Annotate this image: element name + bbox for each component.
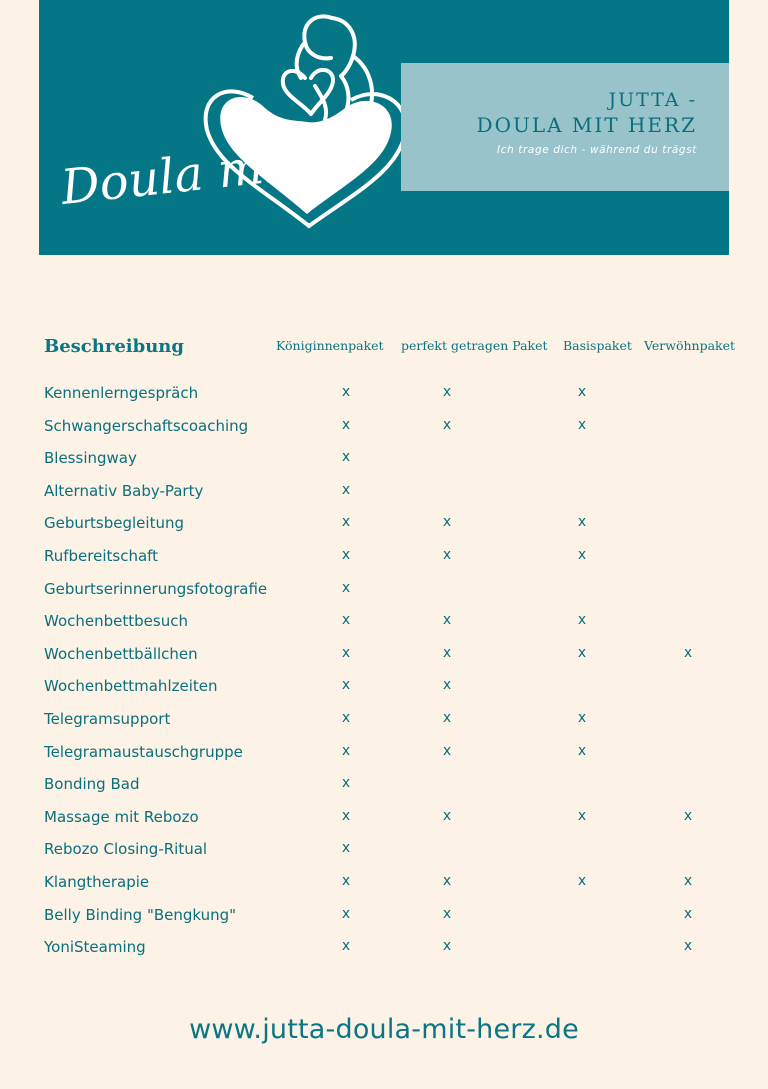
- included-mark: x: [341, 905, 351, 922]
- table-row: [0, 482, 768, 508]
- included-mark: x: [683, 905, 693, 922]
- included-mark: x: [442, 384, 452, 400]
- included-mark: x: [341, 579, 351, 596]
- row-label: Wochenbettbesuch: [44, 612, 188, 631]
- included-mark: x: [577, 612, 587, 629]
- row-label: Geburtserinnerungsfotografie: [44, 579, 268, 598]
- row-label: Rebozo Closing-Ritual: [44, 840, 208, 859]
- row-label: Telegramaustauschgruppe: [44, 742, 243, 761]
- included-mark: x: [442, 710, 452, 726]
- table-row: [0, 906, 768, 932]
- included-mark: x: [341, 644, 351, 661]
- logo-text: Doula mit: [58, 135, 301, 216]
- included-mark: x: [442, 938, 452, 955]
- column-header-description: Beschreibung: [44, 336, 184, 357]
- included-mark: x: [442, 514, 452, 531]
- included-mark: x: [577, 710, 587, 726]
- title-box: [401, 63, 729, 191]
- included-mark: x: [683, 938, 693, 955]
- included-mark: x: [442, 416, 452, 433]
- included-mark: x: [442, 742, 452, 759]
- column-header-koeniginnenpaket: Königinnenpaket: [276, 338, 384, 353]
- row-label: Wochenbettmahlzeiten: [44, 677, 218, 696]
- included-mark: x: [442, 905, 452, 922]
- included-mark: x: [577, 644, 587, 661]
- table-row: [0, 840, 768, 866]
- included-mark: x: [341, 775, 351, 792]
- included-mark: x: [442, 547, 452, 563]
- included-mark: x: [341, 612, 351, 629]
- row-label: Rufbereitschaft: [44, 547, 159, 565]
- row-label: YoniSteaming: [44, 938, 146, 957]
- table-row: [0, 612, 768, 638]
- included-mark: x: [683, 807, 693, 824]
- table-row: [0, 580, 768, 606]
- table-row: [0, 677, 768, 703]
- included-mark: x: [683, 873, 693, 889]
- included-mark: x: [442, 612, 452, 629]
- included-mark: x: [442, 677, 452, 694]
- row-label: Schwangerschaftscoaching: [44, 416, 249, 435]
- included-mark: x: [683, 644, 693, 661]
- row-label: Bonding Bad: [44, 775, 140, 794]
- column-header-verwoehnpaket: Verwöhnpaket: [644, 338, 736, 353]
- table-row: [0, 710, 768, 736]
- included-mark: x: [577, 514, 587, 531]
- included-mark: x: [577, 547, 587, 563]
- title-name: JUTTA -: [608, 89, 697, 111]
- included-mark: x: [442, 873, 452, 889]
- included-mark: x: [577, 807, 587, 824]
- table-row: [0, 743, 768, 769]
- included-mark: x: [341, 416, 351, 433]
- table-row: [0, 514, 768, 540]
- row-label: Belly Binding "Bengkung": [44, 905, 237, 924]
- included-mark: x: [341, 384, 351, 400]
- included-mark: x: [341, 514, 351, 531]
- included-mark: x: [577, 416, 587, 433]
- table-row: [0, 808, 768, 834]
- included-mark: x: [442, 807, 452, 824]
- header-banner: [39, 0, 729, 255]
- included-mark: x: [577, 873, 587, 889]
- row-label: Klangtherapie: [44, 873, 150, 891]
- row-label: Wochenbettbällchen: [44, 644, 198, 663]
- included-mark: x: [577, 742, 587, 759]
- included-mark: x: [341, 840, 351, 857]
- included-mark: x: [341, 807, 351, 824]
- table-row: [0, 775, 768, 801]
- row-label: Telegramsupport: [44, 710, 171, 728]
- included-mark: x: [341, 742, 351, 759]
- row-label: Kennenlerngespräch: [44, 384, 199, 402]
- table-row: [0, 384, 768, 410]
- table-row: [0, 938, 768, 964]
- included-mark: x: [341, 873, 351, 889]
- included-mark: x: [341, 481, 351, 498]
- included-mark: x: [341, 547, 351, 563]
- included-mark: x: [442, 644, 452, 661]
- website-url[interactable]: www.jutta-doula-mit-herz.de: [189, 1014, 579, 1045]
- included-mark: x: [341, 677, 351, 694]
- row-label: Geburtsbegleitung: [44, 514, 184, 533]
- included-mark: x: [577, 384, 587, 400]
- included-mark: x: [341, 710, 351, 726]
- column-header-perfekt-getragen: perfekt getragen Paket: [401, 338, 548, 353]
- column-header-basispaket: Basispaket: [563, 338, 632, 353]
- table-row: [0, 417, 768, 443]
- table-row: [0, 873, 768, 899]
- doula-heart-logo: [49, 4, 429, 254]
- table-row: [0, 449, 768, 475]
- tagline: Ich trage dich - während du trägst: [497, 144, 697, 156]
- row-label: Massage mit Rebozo: [44, 807, 199, 826]
- row-label: Alternativ Baby-Party: [44, 481, 204, 500]
- included-mark: x: [341, 449, 351, 466]
- row-label: Blessingway: [44, 449, 137, 468]
- title-brand: DOULA MIT HERZ: [476, 113, 697, 137]
- table-row: [0, 645, 768, 671]
- table-row: [0, 547, 768, 573]
- included-mark: x: [341, 938, 351, 955]
